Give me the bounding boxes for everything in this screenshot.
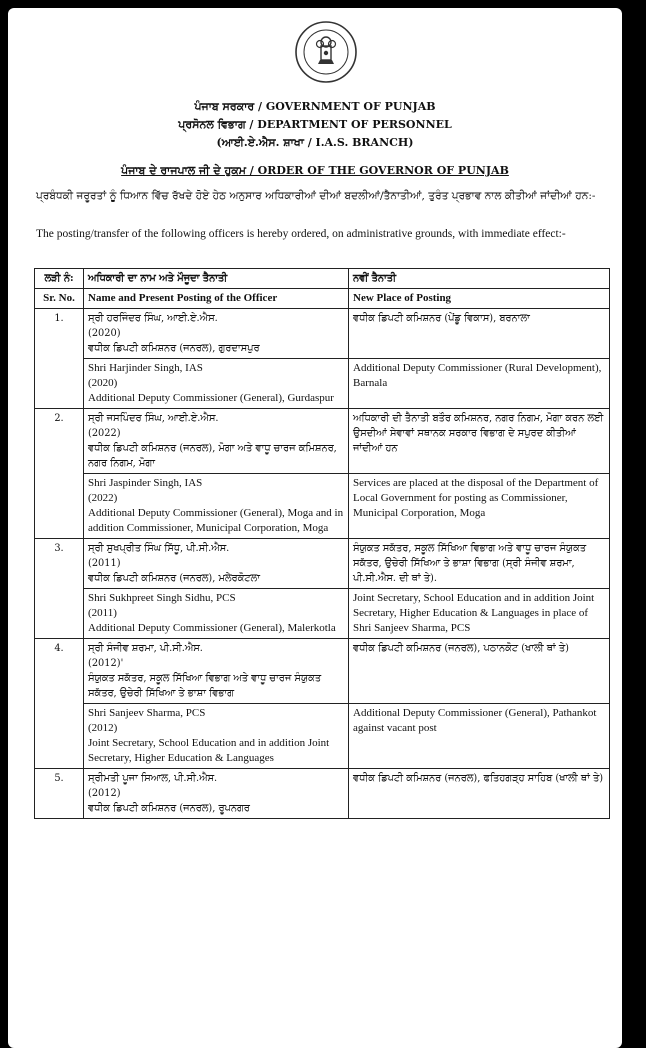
officer-batch: (2020) <box>88 328 121 339</box>
new-posting-english: Services are placed at the disposal of the Department of Local Government for posting as Commissioner, Municipal Corporation, Moga <box>349 474 610 539</box>
present-posting: ਵਧੀਕ ਡਿਪਟੀ ਕਮਿਸ਼ਨਰ (ਜਨਰਲ), ਮੋਗਾ ਅਤੇ ਵਾਧੂ ਚਾਰਜ ਕਮਿਸ਼ਨਰ, ਨਗਰ ਨਿਗਮ, ਮੋਗਾ <box>88 443 337 469</box>
table-row <box>35 359 610 409</box>
new-posting-english: Additional Deputy Commissioner (Rural Development), Barnala <box>349 359 610 409</box>
table-row <box>35 539 610 589</box>
officer-cell-punjabi <box>84 309 349 359</box>
header-officer-en: Name and Present Posting of the Officer <box>84 289 349 309</box>
new-posting-english: Additional Deputy Commissioner (General), Pathankot against vacant post <box>349 704 610 769</box>
present-posting: Additional Deputy Commissioner (General), Moga and in addition Commissioner, Municipal Corporation, Moga <box>88 507 344 534</box>
header-department: ਪ੍ਰਸੋਨਲ ਵਿਭਾਗ / DEPARTMENT OF PERSONNEL <box>178 118 452 131</box>
new-posting-punjabi: ਸੰਯੁਕਤ ਸਕੱਤਰ, ਸਕੂਲ ਸਿੱਖਿਆ ਵਿਭਾਗ ਅਤੇ ਵਾਧੂ ਚਾਰਜ ਸੰਯੁਕਤ ਸਕੱਤਰ, ਉਚੇਰੀ ਸਿੱਖਿਆ ਤੇ ਭਾਸ਼ਾ ਵਿਭਾਗ (ਸ੍ਰੀ ਸੰਜੀਵ ਸ਼ਰਮਾ, ਪੀ.ਸੀ.ਐਸ. ਦੀ ਥਾਂ ਤੇ). <box>349 539 610 589</box>
officer-cell-punjabi <box>84 769 349 819</box>
officer-name: Shri Sukhpreet Singh Sidhu, PCS <box>88 592 236 604</box>
officer-cell-english <box>84 359 349 409</box>
officer-name: Shri Jaspinder Singh, IAS <box>88 477 203 489</box>
table-header-english <box>35 289 610 309</box>
table-row <box>35 639 610 704</box>
officer-cell-english <box>84 589 349 639</box>
officer-batch: (2012)' <box>88 658 124 669</box>
present-posting: Additional Deputy Commissioner (General), Malerkotla <box>88 622 336 634</box>
serial-number: 1. <box>35 309 84 409</box>
header-branch: (ਆਈ.ਏ.ਐਸ. ਸ਼ਾਖਾ / I.A.S. BRANCH) <box>216 136 414 149</box>
header-government: ਪੰਜਾਬ ਸਰਕਾਰ / GOVERNMENT OF PUNJAB <box>194 100 436 113</box>
header-sr-en: Sr. No. <box>35 289 84 309</box>
present-posting: ਵਧੀਕ ਡਿਪਟੀ ਕਮਿਸ਼ਨਰ (ਜਨਰਲ), ਰੂਪਨਗਰ <box>88 803 250 814</box>
table-row <box>35 704 610 769</box>
officer-batch: (2020) <box>88 377 118 389</box>
serial-number: 4. <box>35 639 84 769</box>
intro-english: The posting/transfer of the following officers is hereby ordered, on administrative grounds, with immediate effect:- <box>36 228 566 240</box>
officer-batch: (2022) <box>88 428 121 439</box>
officer-name: ਸ੍ਰੀ ਸੁਖਪ੍ਰੀਤ ਸਿੰਘ ਸਿੱਧੂ, ਪੀ.ਸੀ.ਐਸ. <box>88 543 230 554</box>
officer-name: ਸ੍ਰੀ ਜਸਪਿੰਦਰ ਸਿੰਘ, ਆਈ.ਏ.ਐਸ. <box>88 413 219 424</box>
present-posting: Joint Secretary, School Education and in addition Joint Secretary, Higher Education & Languages <box>88 737 330 764</box>
table-row <box>35 589 610 639</box>
table-row <box>35 409 610 474</box>
document-page <box>8 8 622 1048</box>
officer-batch: (2011) <box>88 607 117 619</box>
officer-batch: (2012) <box>88 788 121 799</box>
present-posting: ਵਧੀਕ ਡਿਪਟੀ ਕਮਿਸ਼ਨਰ (ਜਨਰਲ), ਗੁਰਦਾਸਪੁਰ <box>88 343 260 354</box>
new-posting-punjabi: ਵਧੀਕ ਡਿਪਟੀ ਕਮਿਸ਼ਨਰ (ਜਨਰਲ), ਪਠਾਨਕੋਟ (ਖਾਲੀ ਥਾਂ ਤੇ) <box>349 639 610 704</box>
officer-cell-punjabi <box>84 409 349 474</box>
header-posting-en: New Place of Posting <box>349 289 610 309</box>
officer-name: ਸ੍ਰੀ ਸੰਜੀਵ ਸ਼ਰਮਾ, ਪੀ.ਸੀ.ਐਸ. <box>88 643 203 654</box>
present-posting: ਵਧੀਕ ਡਿਪਟੀ ਕਮਿਸ਼ਨਰ (ਜਨਰਲ), ਮਲੇਰਕੋਟਲਾ <box>88 573 260 584</box>
serial-number: 2. <box>35 409 84 539</box>
officer-cell-english <box>84 704 349 769</box>
new-posting-punjabi: ਅਧਿਕਾਰੀ ਦੀ ਤੈਨਾਤੀ ਬਤੌਰ ਕਮਿਸ਼ਨਰ, ਨਗਰ ਨਿਗਮ, ਮੋਗਾ ਕਰਨ ਲਈ ਉਸਦੀਆਂ ਸੇਵਾਵਾਂ ਸਥਾਨਕ ਸਰਕਾਰ ਵਿਭਾਗ ਦੇ ਸਪੁਰਦ ਕੀਤੀਆਂ ਜਾਂਦੀਆਂ ਹਨ <box>349 409 610 474</box>
serial-number: 5. <box>35 769 84 819</box>
table-row <box>35 474 610 539</box>
officer-batch: (2022) <box>88 492 118 504</box>
officer-name: ਸ੍ਰੀਮਤੀ ਪੂਜਾ ਸਿਆਲ, ਪੀ.ਸੀ.ਐਸ. <box>88 773 218 784</box>
officer-batch: (2011) <box>88 558 121 569</box>
new-posting-punjabi: ਵਧੀਕ ਡਿਪਟੀ ਕਮਿਸ਼ਨਰ (ਜਨਰਲ), ਫਤਿਹਗੜ੍ਹ ਸਾਹਿਬ (ਖਾਲੀ ਥਾਂ ਤੇ) <box>349 769 610 819</box>
serial-number: 3. <box>35 539 84 639</box>
header-officer-pa: ਅਧਿਕਾਰੀ ਦਾ ਨਾਮ ਅਤੇ ਮੌਜੂਦਾ ਤੈਨਾਤੀ <box>84 269 349 289</box>
header-posting-pa: ਨਵੀਂ ਤੈਨਾਤੀ <box>349 269 610 289</box>
officer-cell-punjabi <box>84 539 349 589</box>
officer-name: Shri Harjinder Singh, IAS <box>88 362 203 374</box>
present-posting: Additional Deputy Commissioner (General), Gurdaspur <box>88 392 334 404</box>
government-emblem-seal <box>294 20 358 84</box>
new-posting-english: Joint Secretary, School Education and in addition Joint Secretary, Higher Education & Languages in place of Shri Sanjeev Sharma, PCS <box>349 589 610 639</box>
table-row <box>35 769 610 819</box>
present-posting: ਸੰਯੁਕਤ ਸਕੱਤਰ, ਸਕੂਲ ਸਿੱਖਿਆ ਵਿਭਾਗ ਅਤੇ ਵਾਧੂ ਚਾਰਜ ਸੰਯੁਕਤ ਸਕੱਤਰ, ਉਚੇਰੀ ਸਿੱਖਿਆ ਤੇ ਭਾਸ਼ਾ ਵਿਭਾਗ <box>88 673 322 699</box>
table-header-punjabi <box>35 269 610 289</box>
intro-punjabi: ਪ੍ਰਬੰਧਕੀ ਜਰੂਰਤਾਂ ਨੂੰ ਧਿਆਨ ਵਿੱਚ ਰੱਖਦੇ ਹੋਏ ਹੇਠ ਅਨੁਸਾਰ ਅਧਿਕਾਰੀਆਂ ਦੀਆਂ ਬਦਲੀਆਂ/ਤੈਨਾਤੀਆਂ, ਤੁਰੰਤ ਪ੍ਰਭਾਵ ਨਾਲ ਕੀਤੀਆਂ ਜਾਂਦੀਆਂ ਹਨ:- <box>36 190 596 202</box>
officer-name: ਸ੍ਰੀ ਹਰਜਿੰਦਰ ਸਿੰਘ, ਆਈ.ਏ.ਐਸ. <box>88 313 218 324</box>
officer-cell-english <box>84 474 349 539</box>
new-posting-punjabi: ਵਧੀਕ ਡਿਪਟੀ ਕਮਿਸ਼ਨਰ (ਪੇਂਡੂ ਵਿਕਾਸ), ਬਰਨਾਲਾ <box>349 309 610 359</box>
header-sr-pa: ਲੜੀ ਨੰ: <box>35 269 84 289</box>
table-row <box>35 309 610 359</box>
orders-table <box>34 268 610 819</box>
officer-name: Shri Sanjeev Sharma, PCS <box>88 707 206 719</box>
officer-batch: (2012) <box>88 722 118 734</box>
officer-cell-punjabi <box>84 639 349 704</box>
order-title: ਪੰਜਾਬ ਦੇ ਰਾਜਪਾਲ ਜੀ ਦੇ ਹੁਕਮ / ORDER OF THE GOVERNOR OF PUNJAB <box>121 164 509 177</box>
